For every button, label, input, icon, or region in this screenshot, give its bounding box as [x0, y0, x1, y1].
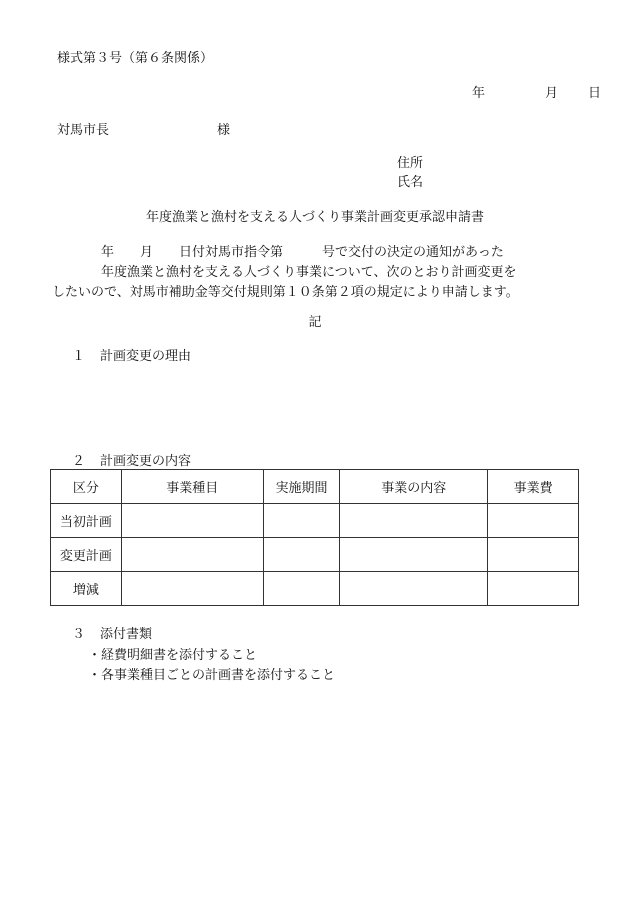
section-3-number: ３	[72, 627, 86, 642]
table-row	[51, 504, 579, 538]
list-item: ・経費明細書を添付すること	[88, 648, 258, 663]
body-line-1: 年 月 日付対馬市指令第 号で交付の決定の通知があった	[101, 245, 504, 260]
section-2-title: 計画変更の内容	[100, 454, 192, 469]
table-header-row	[51, 470, 579, 504]
body-line-3: したいので、対馬市補助金等交付規則第１０条第２項の規定により申請します。	[52, 285, 519, 300]
row-label: 変更計画	[51, 538, 122, 572]
section-1-title: 計画変更の理由	[100, 349, 192, 364]
table-cell[interactable]	[488, 504, 579, 538]
document-title: 年度漁業と漁村を支える人づくり事業計画変更承認申請書	[145, 210, 484, 225]
table-row	[51, 572, 579, 606]
section-1-number: １	[72, 349, 86, 364]
table-cell[interactable]	[340, 538, 488, 572]
header-period: 実施期間	[263, 470, 340, 504]
date-day: 日	[588, 86, 602, 101]
section-2-number: ２	[72, 454, 86, 469]
table-cell[interactable]	[263, 538, 340, 572]
name-label: 氏名	[397, 175, 424, 190]
table-cell[interactable]	[263, 572, 340, 606]
address-label: 住所	[397, 156, 424, 171]
header-cost: 事業費	[488, 470, 579, 504]
addressee	[57, 123, 231, 138]
body-line-2: 年度漁業と漁村を支える人づくり事業について、次のとおり計画変更を	[101, 265, 517, 280]
addressee-honorific: 様	[217, 123, 231, 138]
table-cell[interactable]	[121, 538, 263, 572]
form-number: 様式第３号（第６条関係）	[57, 51, 214, 66]
table-cell[interactable]	[121, 504, 263, 538]
table-row	[51, 538, 579, 572]
section-3-heading	[72, 628, 152, 641]
row-label: 当初計画	[51, 504, 122, 538]
header-project-type: 事業種目	[121, 470, 263, 504]
date-year: 年	[472, 86, 486, 101]
section-1-heading	[72, 350, 191, 363]
ki-label: 記	[308, 315, 322, 330]
section-2-heading	[72, 455, 191, 468]
table-cell[interactable]	[488, 572, 579, 606]
table-cell[interactable]	[340, 572, 488, 606]
table-cell[interactable]	[488, 538, 579, 572]
table-cell[interactable]	[263, 504, 340, 538]
section-3-title: 添付書類	[100, 627, 153, 642]
attachment-list	[88, 646, 335, 686]
header-content: 事業の内容	[340, 470, 488, 504]
table-cell[interactable]	[340, 504, 488, 538]
list-item: ・各事業種目ごとの計画書を添付すること	[88, 668, 336, 683]
header-category: 区分	[51, 470, 122, 504]
body-text	[52, 243, 575, 303]
plan-change-table	[50, 469, 579, 606]
date-line	[472, 87, 601, 100]
row-label: 増減	[51, 572, 122, 606]
addressee-name: 対馬市長	[57, 123, 110, 138]
table-cell[interactable]	[121, 572, 263, 606]
date-month: 月	[545, 86, 559, 101]
